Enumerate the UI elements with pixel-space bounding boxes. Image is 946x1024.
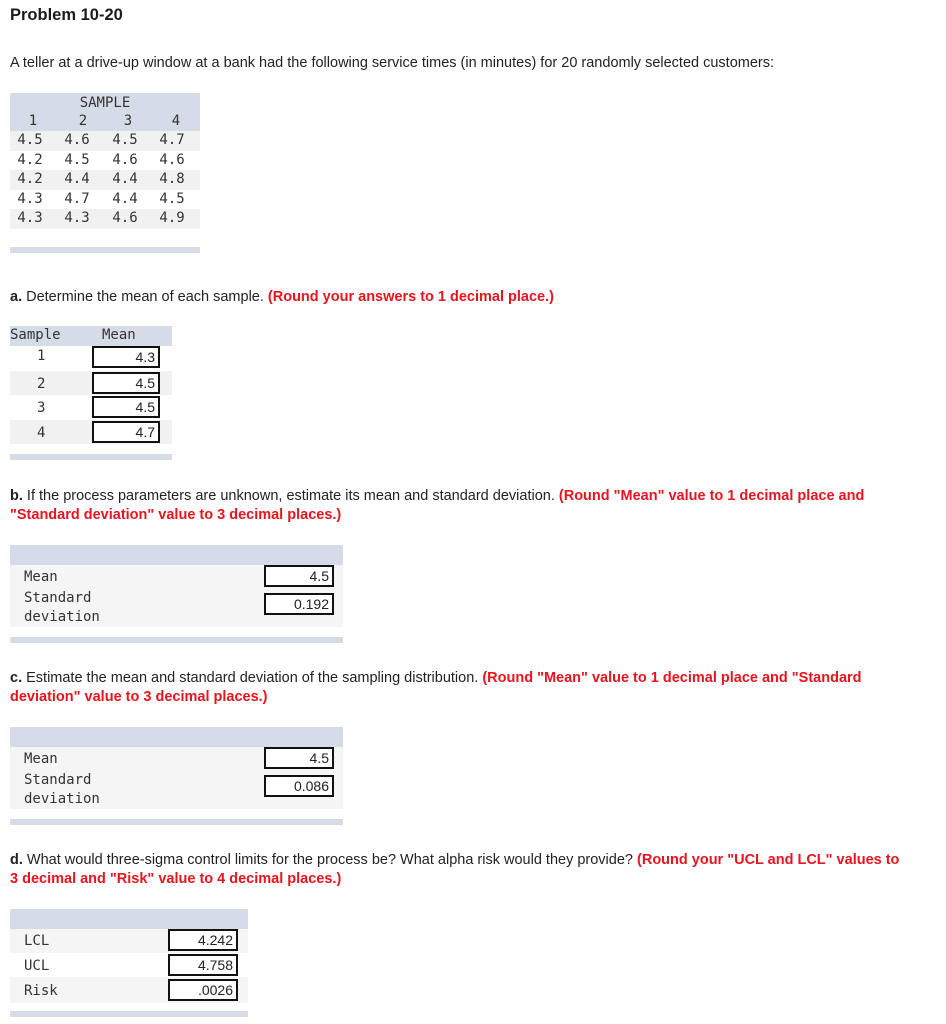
sd-answer-box[interactable]: 0.086 bbox=[264, 775, 334, 797]
risk-answer-box[interactable]: .0026 bbox=[168, 979, 238, 1001]
sample-number: 4 bbox=[37, 424, 46, 441]
mean-answer-box[interactable]: 4.5 bbox=[92, 372, 160, 394]
part-d-question bbox=[10, 851, 910, 889]
part-b-label: b. bbox=[10, 488, 23, 504]
part-a-instruction: (Round your answers to 1 decimal place.) bbox=[267, 289, 554, 305]
table-row bbox=[10, 346, 172, 371]
sample-mean-table bbox=[10, 326, 172, 460]
table-cell: 4.4 bbox=[112, 171, 138, 187]
sd-label-line1: Standard bbox=[24, 772, 92, 788]
table-cell: 4.3 bbox=[64, 210, 90, 226]
table-row bbox=[10, 190, 200, 210]
col-header-mean: Mean bbox=[102, 327, 136, 343]
problem-title: Problem 10-20 bbox=[10, 6, 123, 24]
table-cell: 4.5 bbox=[64, 151, 90, 168]
table-row bbox=[10, 131, 200, 151]
sample-table-body bbox=[10, 131, 200, 229]
sample-column-header: 1 bbox=[28, 113, 38, 129]
part-b-answer-panel bbox=[10, 545, 343, 643]
sample-header-label: SAMPLE bbox=[79, 95, 131, 111]
sd-label-line2: deviation bbox=[24, 609, 100, 625]
table-cell: 4.7 bbox=[64, 190, 90, 207]
table-footer-bar bbox=[10, 819, 343, 825]
risk-label: Risk bbox=[24, 983, 58, 999]
sample-column-header: 4 bbox=[171, 113, 181, 129]
part-d-text: What would three-sigma control limits for the process be? What alpha risk would they provide? bbox=[22, 852, 633, 868]
ucl-answer-box[interactable]: 4.758 bbox=[168, 954, 238, 976]
table-cell: 4.4 bbox=[112, 190, 138, 207]
lcl-label: LCL bbox=[24, 933, 50, 949]
table-cell: 4.6 bbox=[159, 151, 185, 168]
mean-answer-box[interactable]: 4.5 bbox=[264, 565, 334, 587]
mean-answer-box[interactable]: 4.3 bbox=[92, 346, 160, 368]
table-footer-bar bbox=[10, 247, 200, 253]
part-a-question bbox=[10, 288, 930, 307]
table-footer-bar bbox=[10, 637, 343, 643]
table-footer-bar bbox=[10, 1011, 248, 1017]
table-cell: 4.2 bbox=[17, 171, 43, 187]
sd-answer-box[interactable]: 0.192 bbox=[264, 593, 334, 615]
part-b-instruction: (Round "Mean" value to 1 decimal place and "Standard deviation" value to 3 decimal places.) bbox=[10, 488, 865, 523]
table-row bbox=[10, 420, 172, 445]
part-d-instruction: (Round your "UCL and LCL" values to 3 decimal and "Risk" value to 4 decimal places.) bbox=[10, 852, 900, 887]
table-row bbox=[10, 209, 200, 229]
table-cell: 4.4 bbox=[64, 171, 90, 187]
sd-label-line2: deviation bbox=[24, 791, 100, 807]
table-cell: 4.5 bbox=[17, 132, 43, 148]
table-cell: 4.3 bbox=[17, 190, 43, 207]
sample-number: 3 bbox=[37, 400, 46, 416]
part-b-text: If the process parameters are unknown, estimate its mean and standard deviation. bbox=[22, 488, 555, 504]
sample-number: 2 bbox=[37, 375, 46, 392]
table-row bbox=[10, 170, 200, 190]
mean-answer-box[interactable]: 4.5 bbox=[92, 396, 160, 418]
sample-column-header: 3 bbox=[123, 113, 133, 129]
part-c-text: Estimate the mean and standard deviation of the sampling distribution. bbox=[22, 670, 479, 686]
sample-table-header bbox=[10, 93, 200, 131]
part-b-question bbox=[10, 487, 910, 525]
table-cell: 4.5 bbox=[159, 190, 185, 207]
table-cell: 4.2 bbox=[17, 151, 43, 168]
part-d-answer-panel bbox=[10, 909, 248, 1017]
sample-data-table bbox=[10, 93, 200, 253]
table-cell: 4.9 bbox=[159, 210, 185, 226]
table-row bbox=[10, 395, 172, 420]
sample-column-header: 2 bbox=[78, 113, 88, 129]
table-cell: 4.5 bbox=[112, 132, 138, 148]
mean-label: Mean bbox=[24, 569, 58, 585]
sd-label-line1: Standard bbox=[24, 590, 92, 606]
mean-label: Mean bbox=[24, 751, 58, 767]
table-cell: 4.7 bbox=[159, 132, 185, 148]
lcl-answer-box[interactable]: 4.242 bbox=[168, 929, 238, 951]
mean-answer-box[interactable]: 4.7 bbox=[92, 421, 160, 443]
problem-intro: A teller at a drive-up window at a bank had the following service times (in minutes) for 20 randomly selected customers: bbox=[10, 55, 775, 71]
ucl-label: UCL bbox=[24, 958, 50, 974]
part-c-instruction: (Round "Mean" value to 1 decimal place and "Standard deviation" value to 3 decimal places.) bbox=[10, 670, 862, 705]
part-a-text: Determine the mean of each sample. bbox=[22, 289, 264, 305]
table-row bbox=[10, 371, 172, 396]
part-c-question bbox=[10, 669, 930, 707]
mean-answer-box[interactable]: 4.5 bbox=[264, 747, 334, 769]
table-cell: 4.6 bbox=[112, 151, 138, 168]
table-cell: 4.3 bbox=[17, 210, 43, 226]
part-a-label: a. bbox=[10, 289, 23, 305]
part-c-label: c. bbox=[10, 670, 23, 686]
sample-number: 1 bbox=[37, 348, 46, 364]
mean-table-header bbox=[10, 326, 172, 346]
table-row bbox=[10, 151, 200, 171]
part-c-answer-panel bbox=[10, 727, 343, 825]
table-cell: 4.6 bbox=[64, 132, 90, 148]
table-cell: 4.6 bbox=[112, 210, 138, 226]
table-footer-bar bbox=[10, 454, 172, 460]
part-d-label: d. bbox=[10, 852, 23, 868]
col-header-sample: Sample bbox=[10, 327, 61, 343]
table-cell: 4.8 bbox=[159, 171, 185, 187]
